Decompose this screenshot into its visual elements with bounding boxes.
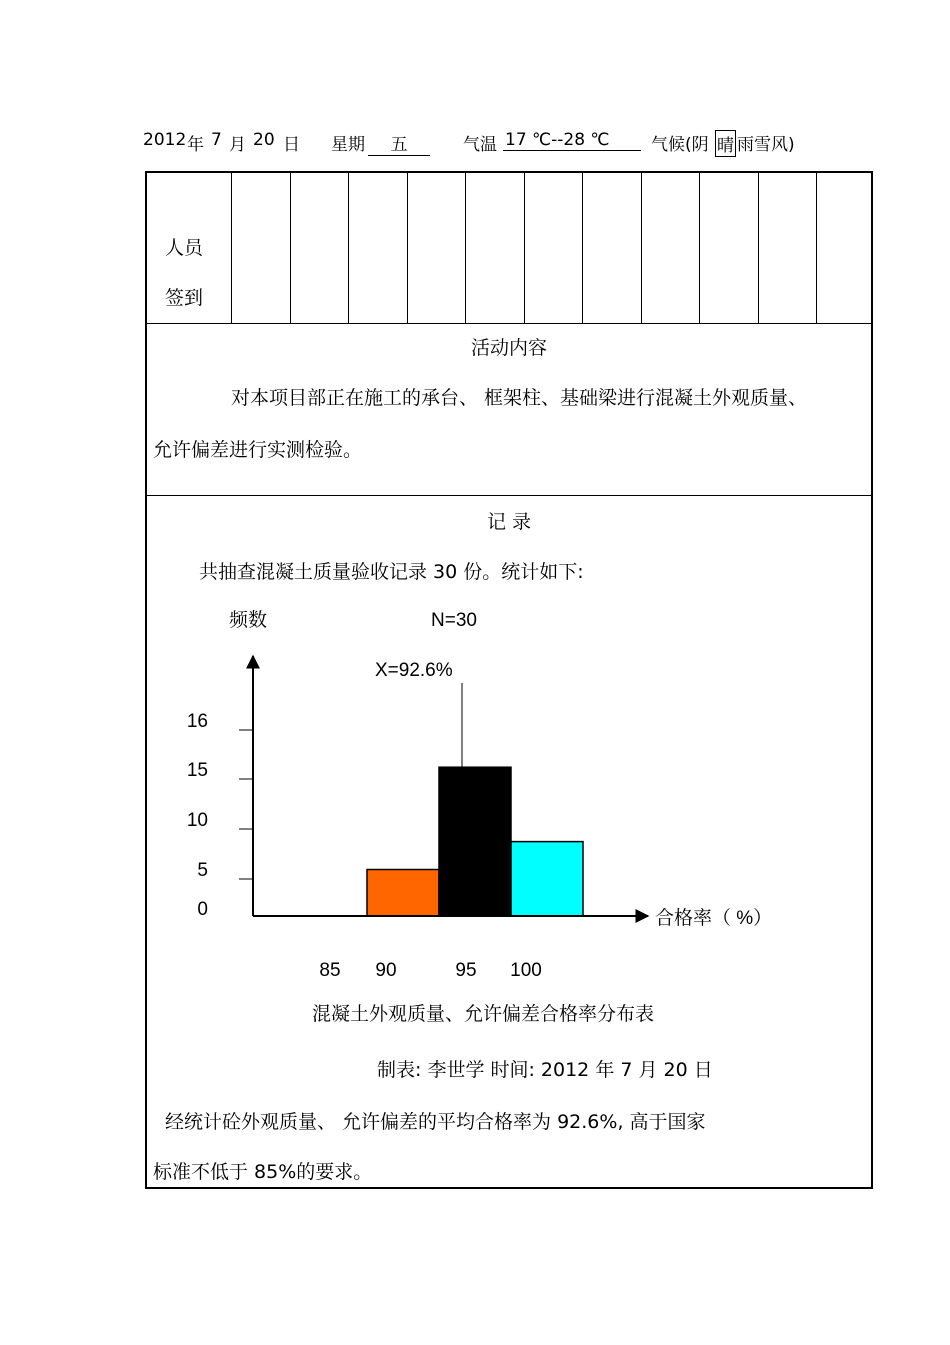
activity-line2: 允许偏差进行实测检验。: [153, 439, 363, 461]
y-tick-label-15: 15: [186, 760, 208, 781]
y-tick-label-16: 16: [186, 711, 208, 732]
y-ticks: [187, 711, 253, 920]
header-day: 20: [253, 130, 275, 150]
conclusion-line2: 标准不低于 85%的要求。: [153, 1161, 373, 1183]
chart-caption: 混凝土外观质量、允许偏差合格率分布表: [312, 1003, 655, 1025]
x-tick-label-85: 85: [319, 960, 341, 981]
x-tick-label-95: 95: [455, 960, 477, 981]
bar-1: [367, 870, 439, 917]
record-title: 记 录: [486, 511, 532, 533]
bar-2: [439, 767, 511, 916]
temp-label: 气温: [463, 135, 497, 155]
chart-maker-line: 制表: 李世学 时间: 2012 年 7 月 20 日: [377, 1059, 713, 1081]
chart-bars: [367, 767, 583, 916]
mean-label: X=92.6%: [375, 660, 453, 681]
header-year: 2012: [143, 130, 187, 150]
signin-label-line1: 人员: [165, 237, 204, 259]
x-tick-label-90: 90: [375, 960, 397, 981]
n-label: N=30: [431, 610, 477, 631]
conclusion-line1: 经统计砼外观质量、 允许偏差的平均合格率为 92.6%, 高于国家: [165, 1111, 706, 1133]
activity-line1: 对本项目部正在施工的承台、 框架柱、基础梁进行混凝土外观质量、: [231, 387, 808, 409]
bar-3: [511, 842, 583, 916]
header-month: 7: [211, 130, 222, 150]
weather-selected: 晴: [715, 130, 736, 157]
y-tick-label-0: 0: [197, 899, 208, 920]
y-tick-label-10: 10: [186, 810, 208, 831]
record-summary: 共抽查混凝土质量验收记录 30 份。统计如下:: [199, 561, 584, 583]
header-day-char: 日: [283, 135, 300, 155]
weather-label: 气候(阴: [651, 135, 709, 155]
temp-value: 17 ℃--28 ℃: [503, 130, 641, 151]
weather-rest: 雨雪风): [737, 135, 795, 155]
weekday-value: 五: [368, 130, 430, 156]
x-ticks: [319, 960, 541, 981]
signin-label-line2: 签到: [165, 287, 204, 309]
y-axis-label: 频数: [229, 610, 268, 631]
activity-title: 活动内容: [470, 337, 547, 359]
x-axis-label: 合格率（ %）: [655, 908, 773, 929]
y-tick-label-5: 5: [197, 860, 208, 881]
header-month-char: 月: [229, 135, 246, 155]
header-year-char: 年: [187, 135, 204, 155]
weekday-label: 星期: [331, 135, 365, 155]
x-tick-label-100: 100: [510, 960, 542, 981]
